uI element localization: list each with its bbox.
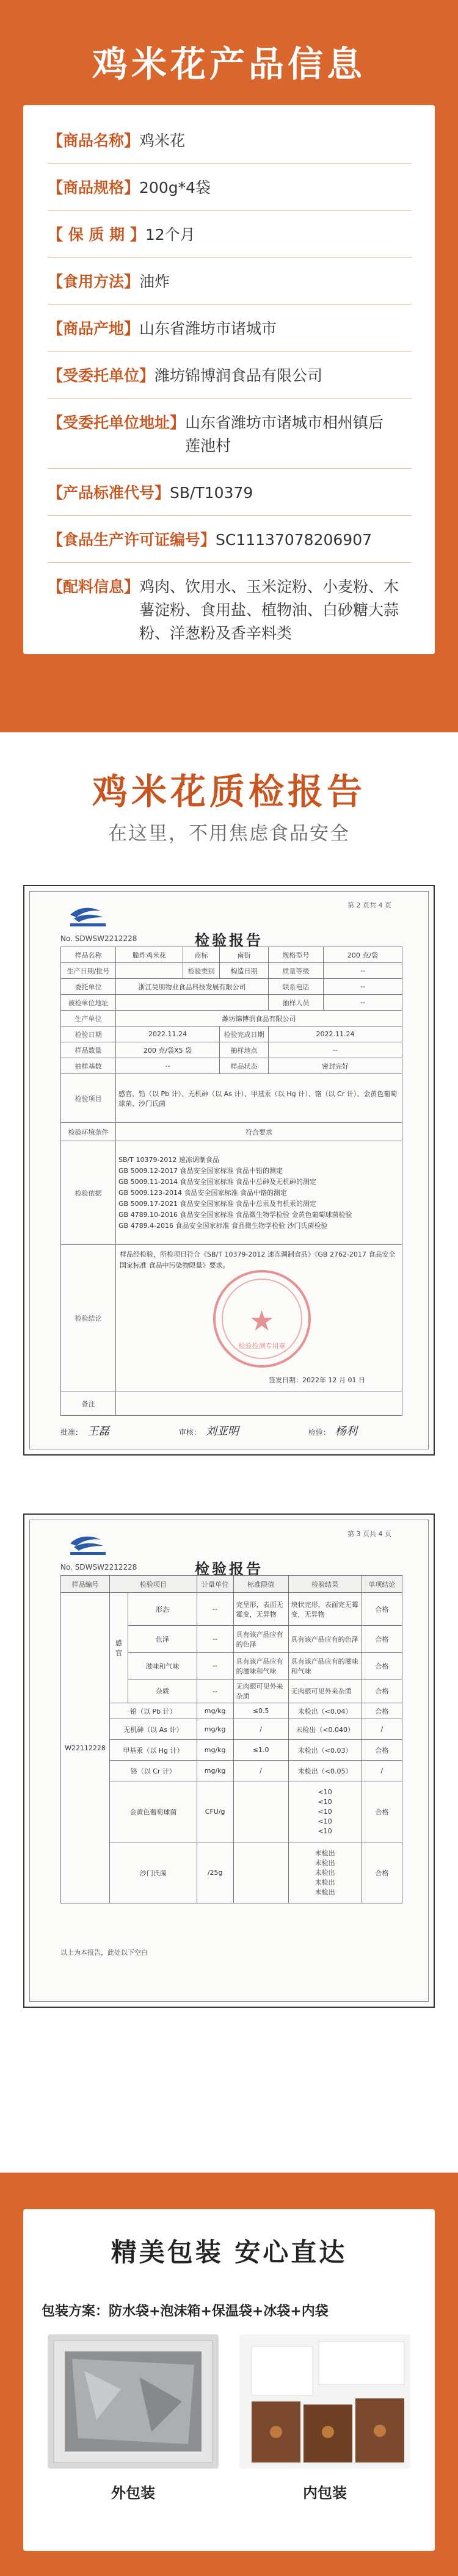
basis-item: GB 4789.4-2016 食品安全国家标准 食品微生物学检验 沙门氏菌检验 [118, 1221, 328, 1230]
info-label: 【 保 质 期 】 [48, 226, 145, 244]
conclusion-cell: 合格 [362, 1703, 402, 1719]
product-info-section [0, 0, 458, 732]
result-cell: 块状完形，表面完无霉变，无异物 [288, 1593, 362, 1626]
divider [48, 210, 412, 211]
unit-cell: mg/kg [197, 1761, 233, 1781]
cell-value: 2022.11.24 [269, 1026, 402, 1042]
cell-label: 检验依据 [61, 1141, 116, 1245]
qc-title: 鸡米花质检报告 [92, 771, 366, 812]
info-value: 山东省潍坊市诸城市 [139, 320, 277, 337]
cell-label: 检验完成日期 [220, 1026, 269, 1042]
cell-label: 检验日期 [61, 1026, 116, 1042]
cell-label: 抽样基数 [61, 1058, 116, 1074]
report-frame [29, 891, 429, 1449]
cell-label: 检验项目 [61, 1074, 116, 1123]
basis-list [116, 1141, 402, 1245]
signature-row [60, 1423, 357, 1438]
divider [48, 562, 412, 563]
cell-value [116, 963, 183, 979]
star-icon: ★ [249, 1304, 275, 1337]
report-number: No. SDWSW2212228 [60, 934, 137, 943]
info-value: 油炸 [139, 273, 170, 290]
header-cell: 检验项目 [110, 1576, 197, 1593]
report-heading: 检验报告 [195, 932, 263, 949]
test-label: 检验： [308, 1428, 330, 1437]
inner-bags-icon [239, 2334, 410, 2469]
unit-cell: CFU/g [197, 1781, 233, 1842]
limit-cell: 具有该产品应有的色泽 [233, 1626, 288, 1653]
item-cell: 沙门氏菌 [110, 1842, 197, 1903]
cell-label: 样品数量 [61, 1042, 116, 1058]
packaging-plan: 包装方案：防水袋+泡沫箱+保温袋+冰袋+内袋 [42, 2304, 329, 2319]
limit-cell: 具有该产品应有的滋味和气味 [233, 1653, 288, 1679]
info-row-ingredients [48, 575, 414, 645]
report-results-table [60, 1575, 402, 1903]
inner-package-image [239, 2334, 410, 2469]
info-label: 【食用方法】 [48, 273, 140, 290]
divider [48, 351, 412, 352]
info-value: SB/T10379 [170, 484, 253, 502]
info-row-name [48, 129, 414, 153]
cell-label: 检验类别 [183, 963, 220, 979]
info-row-shelf-life [48, 223, 414, 247]
cell-value [116, 1391, 402, 1416]
header-cell: 单项结论 [362, 1576, 402, 1593]
info-row-spec [48, 176, 414, 200]
header-cell: 标准限值 [233, 1576, 288, 1593]
conclusion-cell: 合格 [362, 1653, 402, 1679]
cell-label: 规格型号 [269, 947, 324, 963]
cell-label: 样品名称 [61, 947, 116, 963]
basis-item: GB 5009.17-2021 食品安全国家标准 食品中总汞及有机汞的测定 [118, 1199, 317, 1208]
item-cell: 杂质 [128, 1679, 197, 1703]
unit-cell: -- [197, 1653, 233, 1679]
limit-cell: ≤0.5 [233, 1703, 288, 1719]
limit-cell [233, 1842, 288, 1903]
info-value: 鸡米花 [139, 132, 186, 150]
info-label: 【商品产地】 [48, 320, 140, 337]
item-cell: 甲基汞（以 Hg 计） [110, 1740, 197, 1761]
divider [48, 515, 412, 516]
conclusion-cell: 合格 [362, 1626, 402, 1653]
result-cell: 未检出（<0.040） [288, 1719, 362, 1740]
item-cell: 形态 [128, 1593, 197, 1626]
cell-label: 委托单位 [61, 979, 116, 995]
conclusion-cell: / [362, 1719, 402, 1740]
basis-item: GB 5009.12-2017 食品安全国家标准 食品中铅的测定 [118, 1166, 283, 1175]
info-label: 【商品规格】 [48, 179, 140, 197]
conclusion-cell: 合格 [362, 1593, 402, 1626]
info-value: SC11137078206907 [216, 531, 373, 549]
product-info-card [23, 105, 435, 654]
cell-value: 符合要求 [116, 1123, 402, 1141]
result-cell: 未检出 未检出 未检出 未检出 未检出 [288, 1842, 362, 1903]
report-page-number: 第 2 页共 4 页 [347, 901, 391, 909]
basis-item: GB 5009.123-2014 食品安全国家标准 食品中铬的测定 [118, 1188, 288, 1197]
cell-label: 联系电话 [269, 979, 324, 995]
cell-label: 抽样地点 [220, 1042, 269, 1058]
item-cell: 无机砷（以 As 计） [110, 1719, 197, 1740]
qc-subtitle: 在这里，不用焦虑食品安全 [108, 823, 350, 845]
approve-label: 批准： [60, 1428, 83, 1437]
info-row-origin [48, 317, 414, 341]
info-label: 【食品生产许可证编号】 [48, 531, 216, 549]
divider [48, 304, 412, 305]
cell-value: -- [269, 1042, 402, 1058]
stamp-text: 检验检测专用章 [238, 1342, 286, 1350]
cell-value: 200 克/袋 [324, 947, 402, 963]
item-cell: 铬（以 Cr 计） [110, 1761, 197, 1781]
info-label: 【受委托单位】 [48, 367, 155, 384]
report-page-number: 第 3 页共 4 页 [347, 1530, 391, 1538]
conclusion-cell: 合格 [362, 1781, 402, 1842]
inspection-report-page-3 [23, 1513, 435, 2008]
basis-item: GB 5009.11-2014 食品安全国家标准 食品中总砷及无机砷的测定 [118, 1177, 317, 1186]
info-value: 12个月 [145, 226, 195, 244]
sensory-label: 感官 [110, 1593, 128, 1703]
item-cell: 铅（以 Pb 计） [110, 1703, 197, 1719]
lab-logo-icon [67, 903, 115, 928]
unit-cell: -- [197, 1626, 233, 1653]
cell-value: 潍坊锦博润食品有限公司 [116, 1011, 402, 1026]
divider [48, 163, 412, 164]
cell-label: 检验结论 [61, 1245, 116, 1391]
result-cell: 无肉眼可见外来杂质 [288, 1679, 362, 1703]
inspection-report-page-2 [23, 885, 435, 1456]
header-cell: 样品编号 [61, 1576, 110, 1593]
cell-label: 生产日期/批号 [61, 963, 116, 979]
report-frame [29, 1520, 429, 2002]
blank-note: 以上为本报告，此处以下空白 [60, 1949, 148, 1957]
limit-cell: 完呈形，表面无霉变，无异物 [233, 1593, 288, 1626]
unit-cell: mg/kg [197, 1719, 233, 1740]
result-cell: <10 <10 <10 <10 <10 [288, 1781, 362, 1842]
issue-date: 签发日期：2022年 12 月 01 日 [269, 1376, 365, 1384]
divider [48, 468, 412, 469]
limit-cell: / [233, 1719, 288, 1740]
header-cell: 计量单位 [197, 1576, 233, 1593]
info-row-usage [48, 270, 414, 294]
cell-value: 南街 [220, 947, 269, 963]
review-label: 审核： [178, 1428, 201, 1437]
divider [48, 257, 412, 258]
foam-box-icon [48, 2334, 219, 2469]
cell-value: 构造日期 [220, 963, 269, 979]
result-cell: 具有该产品应有的滋味和气味 [288, 1653, 362, 1679]
report-heading: 检验报告 [195, 1560, 263, 1578]
test-signature: 杨利 [335, 1425, 357, 1438]
info-value: 潍坊锦博润食品有限公司 [154, 367, 323, 384]
packaging-section [0, 2173, 458, 2576]
item-cell: 金黄色葡萄球菌 [110, 1781, 197, 1842]
outer-package-caption: 外包装 [111, 2484, 155, 2502]
info-value: 200g*4袋 [139, 179, 211, 197]
cell-value: 2022.11.24 [116, 1026, 220, 1042]
cell-value: 200 克/袋X5 袋 [116, 1042, 220, 1058]
info-row-address [48, 411, 414, 458]
result-cell: 未检出（<0.03） [288, 1740, 362, 1761]
info-label: 【配料信息】 [48, 578, 140, 596]
cell-value: -- [116, 1058, 220, 1074]
cell-label: 备注 [61, 1391, 116, 1416]
limit-cell: ≤1.0 [233, 1740, 288, 1761]
result-cell: 未检出（<0.04） [288, 1703, 362, 1719]
info-row-standard [48, 482, 414, 505]
cell-value [116, 995, 269, 1011]
conclusion-cell: 合格 [362, 1679, 402, 1703]
unit-cell: /25g [197, 1842, 233, 1903]
divider [48, 398, 412, 399]
result-cell: 未检出（<0.05） [288, 1761, 362, 1781]
basis-item: SB/T 10379-2012 速冻调制食品 [118, 1155, 219, 1164]
info-value: 鸡肉、饮用水、玉米淀粉、小麦粉、木薯淀粉、食用盐、植物油、白砂糖大蒜粉、洋葱粉及香辛料类 [139, 578, 399, 642]
header-cell: 检验结果 [288, 1576, 362, 1593]
limit-cell [233, 1781, 288, 1842]
official-stamp [213, 1270, 311, 1368]
cell-value: -- [324, 995, 402, 1011]
item-cell: 滋味和气味 [128, 1653, 197, 1679]
cell-value: 脆炸鸡米花 [116, 947, 183, 963]
info-label: 【产品标准代号】 [48, 484, 170, 502]
cell-label: 质量等级 [269, 963, 324, 979]
packaging-card [23, 2209, 435, 2551]
review-signature: 刘亚明 [205, 1425, 239, 1438]
conclusion-text: 样品经检验，所检项目符合《SB/T 10379-2012 速冻调制食品》《GB 2762-2017 食品安全国家标准 食品中污染物限量》要求。 [120, 1250, 396, 1269]
unit-cell: -- [197, 1593, 233, 1626]
cell-label: 商标 [183, 947, 220, 963]
limit-cell: / [233, 1761, 288, 1781]
info-value: 山东省潍坊市诸城市相州镇后莲池村 [185, 414, 384, 455]
result-cell: 具有该产品应有的色泽 [288, 1626, 362, 1653]
sample-number: W22112228 [61, 1593, 110, 1903]
cell-label: 抽样人员 [269, 995, 324, 1011]
report-number: No. SDWSW2212228 [60, 1563, 137, 1571]
info-label: 【受委托单位地址】 [48, 414, 186, 431]
item-cell: 色泽 [128, 1626, 197, 1653]
info-label: 【商品名称】 [48, 132, 140, 150]
unit-cell: -- [197, 1679, 233, 1703]
conclusion-cell: 合格 [362, 1740, 402, 1761]
cell-label: 生产单位 [61, 1011, 116, 1026]
cell-label: 样品状态 [220, 1058, 269, 1074]
conclusion-cell: / [362, 1761, 402, 1781]
cell-value: 感官、铅（以 Pb 计）、无机砷（以 As 计）、甲基汞（以 Hg 计）、铬（以 Cr 计）、金黄色葡萄球菌、沙门氏菌 [116, 1074, 402, 1123]
conclusion-cell: 合格 [362, 1842, 402, 1903]
approve-signature: 王磊 [87, 1425, 110, 1438]
inner-package-caption: 内包装 [303, 2484, 347, 2502]
info-row-license [48, 529, 426, 552]
outer-package-image [48, 2334, 219, 2469]
packaging-title: 精美包装 安心直达 [111, 2237, 347, 2267]
product-info-title: 鸡米花产品信息 [92, 43, 366, 85]
limit-cell: 无肉眼可见外来杂质 [233, 1679, 288, 1703]
cell-label: 检验环境条件 [61, 1123, 116, 1141]
unit-cell: mg/kg [197, 1703, 233, 1719]
info-row-entrusted [48, 364, 414, 388]
basis-item: GB 4789.10-2016 食品安全国家标准 食品微生物学检验 金黄色葡萄球菌检验 [118, 1210, 352, 1219]
lab-logo-icon [67, 1531, 115, 1557]
cell-value: 浙江昊朋物业食品科技发展有限公司 [116, 979, 269, 995]
cell-value: -- [324, 979, 402, 995]
cell-value: -- [324, 963, 402, 979]
cell-label: 被检单位地址 [61, 995, 116, 1011]
unit-cell: mg/kg [197, 1740, 233, 1761]
cell-value: 密封完好 [269, 1058, 402, 1074]
